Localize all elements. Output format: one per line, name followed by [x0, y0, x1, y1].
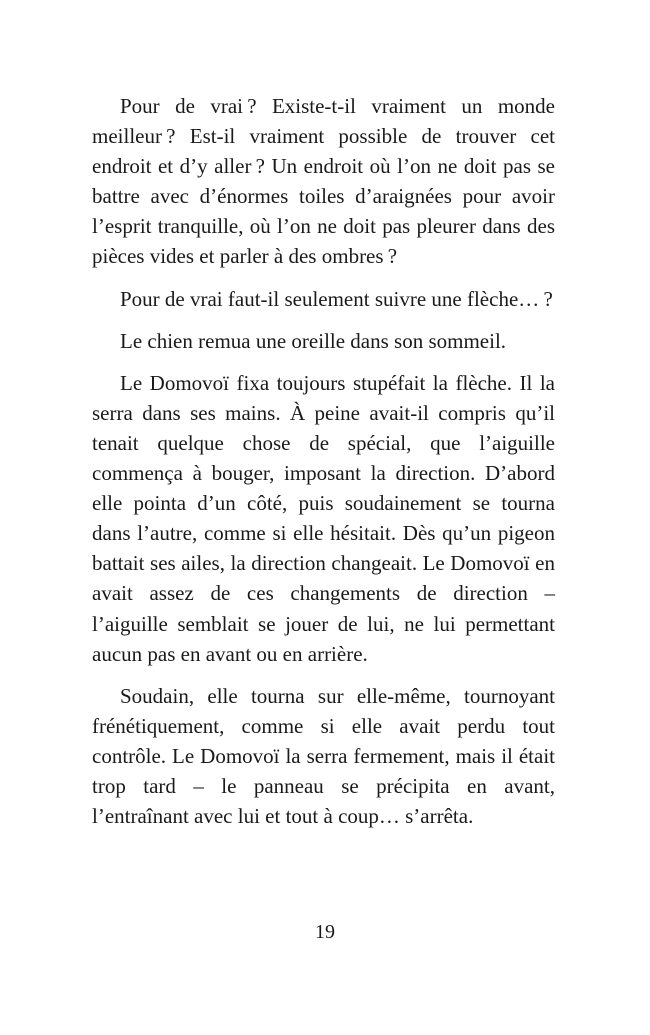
paragraph: Pour de vrai ? Existe-t-il vraiment un monde meilleur ? Est-il vraiment possible de trouver cet endroit et d’y aller ? Un endroit où l’on ne doit pas se battre avec d’énormes toiles d’araignées pour avoir l’esprit tranquille, où l’on ne doit pas pleurer dans des pièces vides et parler à des ombres ?	[92, 94, 555, 269]
paragraph: Le Domovoï fixa toujours stupéfait la flèche. Il la serra dans ses mains. À peine avait-il compris qu’il tenait quelque chose de spécial, que l’aiguille commença à bouger, imposant la direction. D’abord elle pointa d’un côté, puis soudainement se tourna dans l’autre, comme si elle hésitait. Dès qu’un pigeon battait ses ailes, la direction changeait. Le Domovoï en avait assez de ces changements de direction – l’aiguille semblait se jouer de lui, ne lui permettant aucun pas en avant ou en arrière.	[92, 370, 555, 666]
paragraph: Le chien remua une oreille dans son sommeil.	[120, 328, 507, 353]
paragraph: Pour de vrai faut-il seulement suivre une flèche… ?	[120, 286, 553, 311]
page-number: 19	[315, 921, 335, 943]
body-text	[92, 91, 555, 831]
paragraph: Soudain, elle tourna sur elle-même, tournoyant frénétiquement, comme si elle avait perdu tout contrôle. Le Domovoï la serra fermement, mais il était trop tard – le panneau se précipita en avant, l’entraînant avec lui et tout à coup… s’arrêta.	[92, 683, 555, 829]
